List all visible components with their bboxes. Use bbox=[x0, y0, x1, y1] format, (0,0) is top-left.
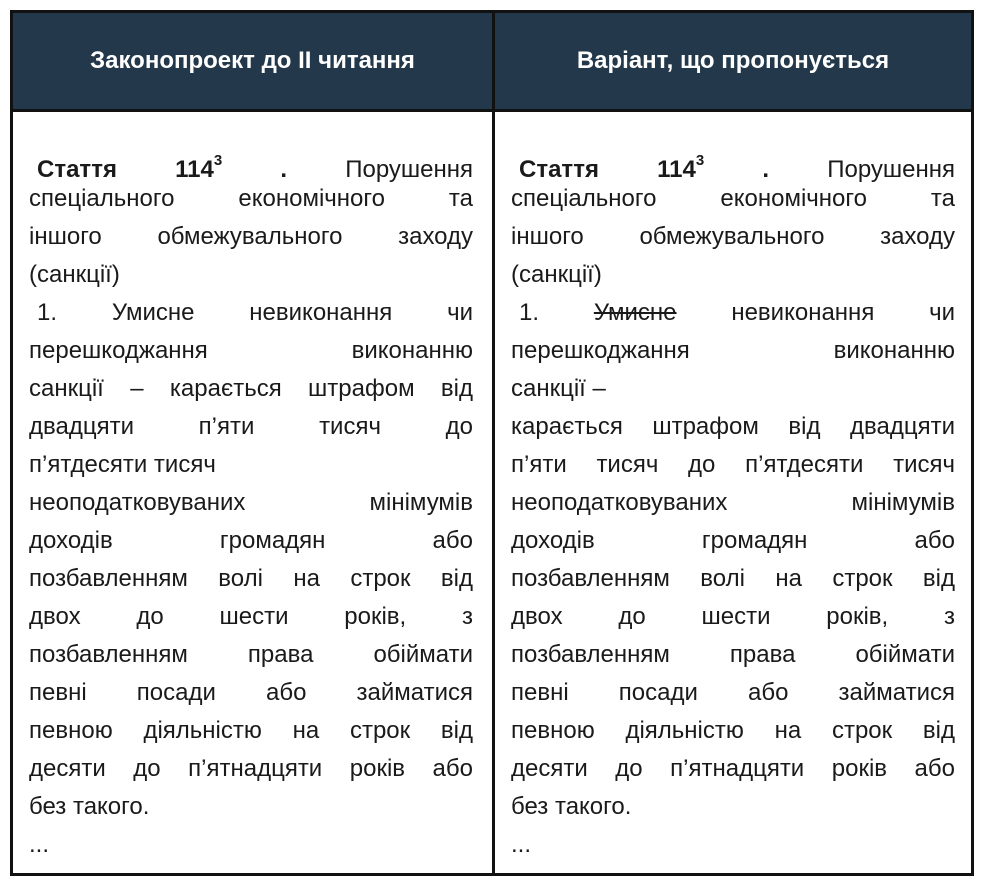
text-line: позбавленням права обіймати bbox=[511, 641, 955, 668]
text-line: спеціального економічного та bbox=[511, 185, 955, 212]
text-line: певною діяльністю на строк від bbox=[29, 717, 473, 744]
comparison-table bbox=[10, 10, 974, 876]
text-line: неоподатковуваних мінімумів bbox=[511, 489, 955, 516]
item-number: 1. bbox=[519, 299, 540, 326]
ellipsis: ... bbox=[29, 831, 50, 858]
text-line: п’ятдесяти тисяч bbox=[29, 451, 216, 478]
text-line: позбавленням волі на строк від bbox=[29, 565, 473, 592]
article-word: Стаття bbox=[37, 156, 117, 183]
text-line: перешкоджання виконанню bbox=[29, 337, 473, 364]
text-line: без такого. bbox=[29, 793, 150, 820]
text-line: двадцяти п’яти тисяч до bbox=[29, 413, 473, 440]
text-line: (санкції) bbox=[511, 261, 602, 288]
text-line: без такого. bbox=[511, 793, 632, 820]
ellipsis: ... bbox=[511, 831, 532, 858]
text-line: доходів громадян або bbox=[511, 527, 955, 554]
text-line: певні посади або займатися bbox=[29, 679, 473, 706]
text-line: певні посади або займатися bbox=[511, 679, 955, 706]
article-number: 114 bbox=[657, 156, 696, 183]
text-line: десяти до п’ятнадцяти років або bbox=[29, 755, 473, 782]
text-line: позбавленням волі на строк від bbox=[511, 565, 955, 592]
article-superscript: 3 bbox=[695, 152, 705, 169]
column-divider bbox=[492, 13, 495, 873]
text-line: двох до шести років, з bbox=[29, 603, 473, 630]
text-line: іншого обмежувального заходу bbox=[511, 223, 955, 250]
text-line: певною діяльністю на строк від bbox=[511, 717, 955, 744]
text-line: іншого обмежувального заходу bbox=[29, 223, 473, 250]
article-superscript: 3 bbox=[213, 152, 223, 169]
struck-word: Умисне bbox=[593, 299, 677, 326]
article-dot: . bbox=[762, 156, 770, 183]
text-line: доходів громадян або bbox=[29, 527, 473, 554]
header-right-title: Варіант, що пропонується bbox=[576, 47, 890, 74]
left-article-heading bbox=[29, 142, 474, 183]
text-line: карається штрафом від двадцяти bbox=[511, 413, 955, 440]
text-line: десяти до п’ятнадцяти років або bbox=[511, 755, 955, 782]
text-line: двох до шести років, з bbox=[511, 603, 955, 630]
item-one-line bbox=[511, 294, 955, 332]
text-line: п’яти тисяч до п’ятдесяти тисяч bbox=[511, 451, 955, 478]
text-line: позбавленням права обіймати bbox=[29, 641, 473, 668]
text-line: перешкоджання виконанню bbox=[511, 337, 955, 364]
header-left-title: Законопроект до ІІ читання bbox=[90, 47, 415, 74]
article-title-start: Порушення bbox=[345, 156, 474, 183]
right-article-heading bbox=[511, 142, 956, 183]
article-number: 114 bbox=[175, 156, 214, 183]
article-word: Стаття bbox=[519, 156, 599, 183]
article-dot: . bbox=[280, 156, 288, 183]
article-title-start: Порушення bbox=[827, 156, 956, 183]
text-line: санкції – bbox=[511, 375, 606, 402]
text-line: (санкції) bbox=[29, 261, 120, 288]
text-line: 1. Умисне невиконання чи bbox=[37, 299, 473, 326]
text-line: неоподатковуваних мінімумів bbox=[29, 489, 473, 516]
item-text: невиконання чи bbox=[731, 299, 956, 326]
text-line: санкції – карається штрафом від bbox=[29, 375, 473, 402]
text-line: спеціального економічного та bbox=[29, 185, 473, 212]
